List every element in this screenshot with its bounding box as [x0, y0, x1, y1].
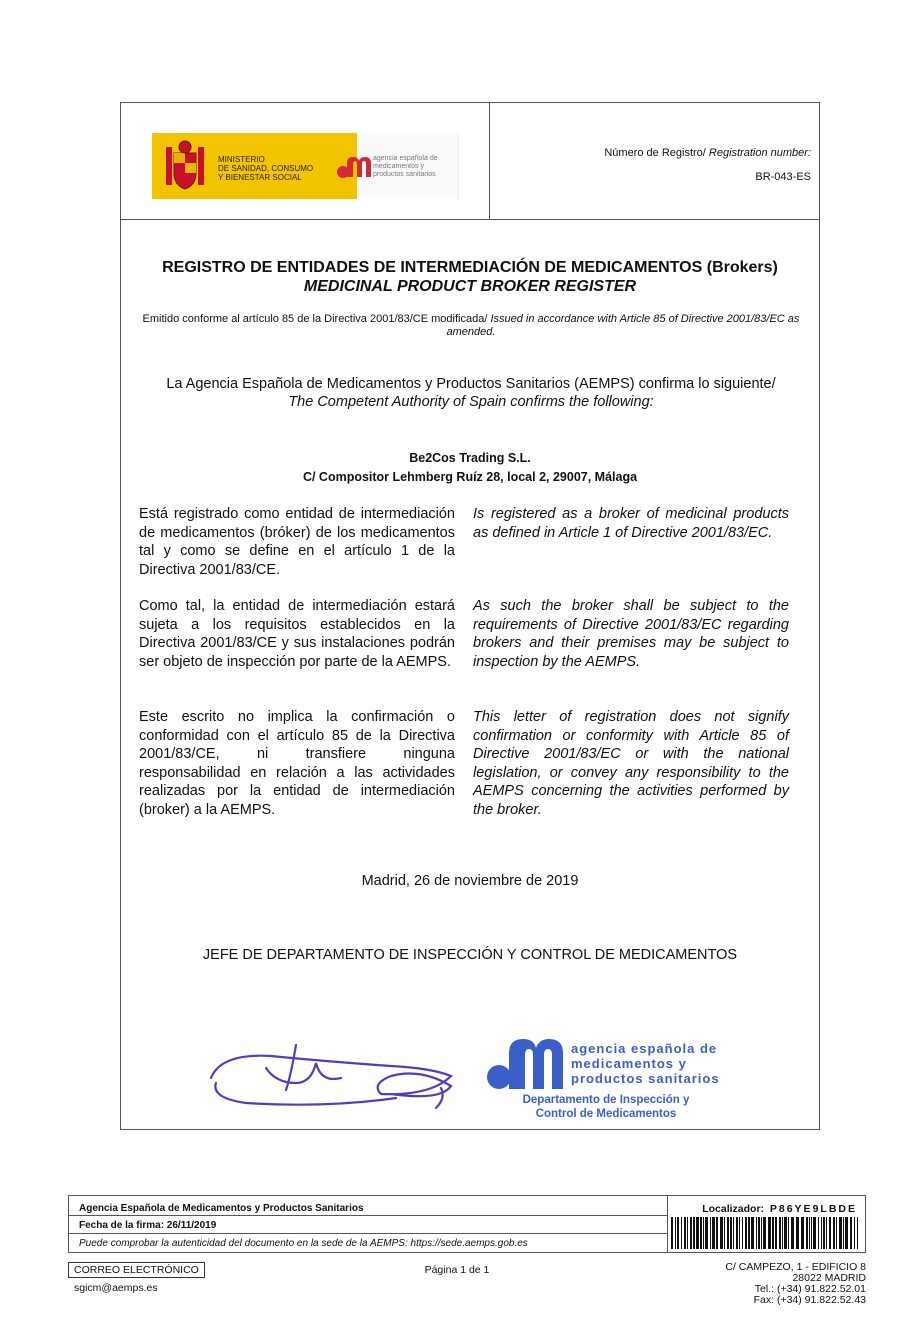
confirms-statement [131, 375, 811, 411]
registration-label-es: Número de Registro/ [604, 147, 709, 159]
address-line: Fax: (+34) 91.822.52.43 [753, 1294, 866, 1306]
footer-vertical-divider [667, 1196, 668, 1252]
coat-of-arms-icon [162, 139, 208, 193]
postal-address [725, 1262, 866, 1306]
localizador [702, 1203, 857, 1215]
address-line: 28022 MADRID [792, 1272, 866, 1284]
ministry-logo [152, 133, 358, 199]
footer-box [68, 1195, 866, 1253]
footer-agency: Agencia Española de Medicamentos y Productos Sanitarios [79, 1203, 364, 1214]
localizador-value: P86YE9LBDE [769, 1203, 857, 1215]
issued-es: Emitido conforme al artículo 85 de la Directiva 2001/83/CE modificada/ [142, 313, 491, 325]
paragraph-3-en: This letter of registration does not signify confirmation or conformity with Article 85 of Directive 2001/83/EC or with the national legislation, or convey any responsibility to the AEMPS concerning the activities performed by the broker. [473, 709, 789, 818]
header-divider [489, 103, 490, 219]
footer-signature-date: Fecha de la firma: 26/11/2019 [79, 1220, 217, 1231]
email-label: CORREO ELECTRÓNICO [68, 1262, 205, 1278]
aemps-logo-text: agencia española de medicamentos y productos sanitarios [373, 155, 438, 178]
confirms-es: La Agencia Española de Medicamentos y Productos Sanitarios (AEMPS) confirma lo siguiente/ [166, 376, 776, 392]
registration-label-en: Registration number: [708, 147, 811, 159]
paragraph-2-es: Como tal, la entidad de intermediación estará sujeta a los requisitos establecidos en la Directiva 2001/83/CE y sus instalaciones podrán ser objeto de inspección por parte de la AEMPS. [139, 598, 455, 670]
issued-note [131, 313, 811, 339]
entity-address: C/ Compositor Lehmberg Ruíz 28, local 2, 29007, Málaga [302, 470, 638, 484]
footer-divider [69, 1233, 667, 1234]
footer-verify-note: Puede comprobar la autenticidad del documento en la sede de la AEMPS: https://sede.aemps.gob.es [79, 1238, 528, 1249]
aemps-logo-icon [337, 155, 371, 179]
issued-en: Issued in accordance with Article 85 of Directive 2001/83/EC as amended. [446, 313, 800, 338]
entity-name: Be2Cos Trading S.L. [409, 451, 531, 465]
localizador-label: Localizador: [702, 1203, 765, 1215]
page-number: Página 1 de 1 [424, 1264, 490, 1276]
header [121, 103, 819, 220]
certificate-frame [120, 102, 820, 1130]
signer-title: JEFE DE DEPARTAMENTO DE INSPECCIÓN Y CONTROL DE MEDICAMENTOS [202, 947, 738, 963]
title-es: REGISTRO DE ENTIDADES DE INTERMEDIACIÓN DE MEDICAMENTOS (Brokers) [162, 259, 778, 276]
address-line: C/ CAMPEZO, 1 - EDIFICIO 8 [725, 1261, 866, 1273]
paragraph-1-es: Está registrado como entidad de intermediación de medicamentos (bróker) de los medicamentos tal y como se define en el artículo 1 de la Directiva 2001/83/CE. [139, 506, 455, 578]
confirms-en: The Competent Authority of Spain confirms the following: [288, 394, 654, 410]
stamp-dept-text: Departamento de Inspección y Control de Medicamentos [522, 1094, 690, 1120]
paragraph-2-en: As such the broker shall be subject to the requirements of Directive 2001/83/EC regarding brokers and their premises may be subject to inspection by the AEMPS. [473, 598, 789, 670]
stamp-aemps-logo-icon [485, 1035, 565, 1091]
registration-number: BR-043-ES [755, 171, 811, 183]
barcode-icon [671, 1217, 861, 1249]
ministry-name: MINISTERIO DE SANIDAD, CONSUMO Y BIENESTAR SOCIAL [218, 155, 314, 182]
paragraph-3-es: Este escrito no implica la confirmación o conformidad con el artículo 85 de la Directiva 2001/83/CE, ni transfiere ninguna responsabilidad en relación a las actividades realizadas por la entidad de intermediación (broker) a la AEMPS. [139, 709, 455, 818]
title-en: MEDICINAL PRODUCT BROKER REGISTER [303, 278, 637, 295]
email-address[interactable]: sgicm@aemps.es [74, 1282, 158, 1294]
footer-divider [69, 1215, 667, 1216]
stamp-agency-text: agencia española de medicamentos y productos sanitarios [571, 1041, 720, 1086]
address-line: Tel.: (+34) 91.822.52.01 [754, 1283, 866, 1295]
paragraph-1-en: Is registered as a broker of medicinal products as defined in Article 1 of Directive 2001/83/EC. [473, 506, 789, 541]
registration-label [604, 147, 811, 159]
signature-icon [206, 1033, 506, 1113]
issue-date: Madrid, 26 de noviembre de 2019 [361, 873, 579, 889]
